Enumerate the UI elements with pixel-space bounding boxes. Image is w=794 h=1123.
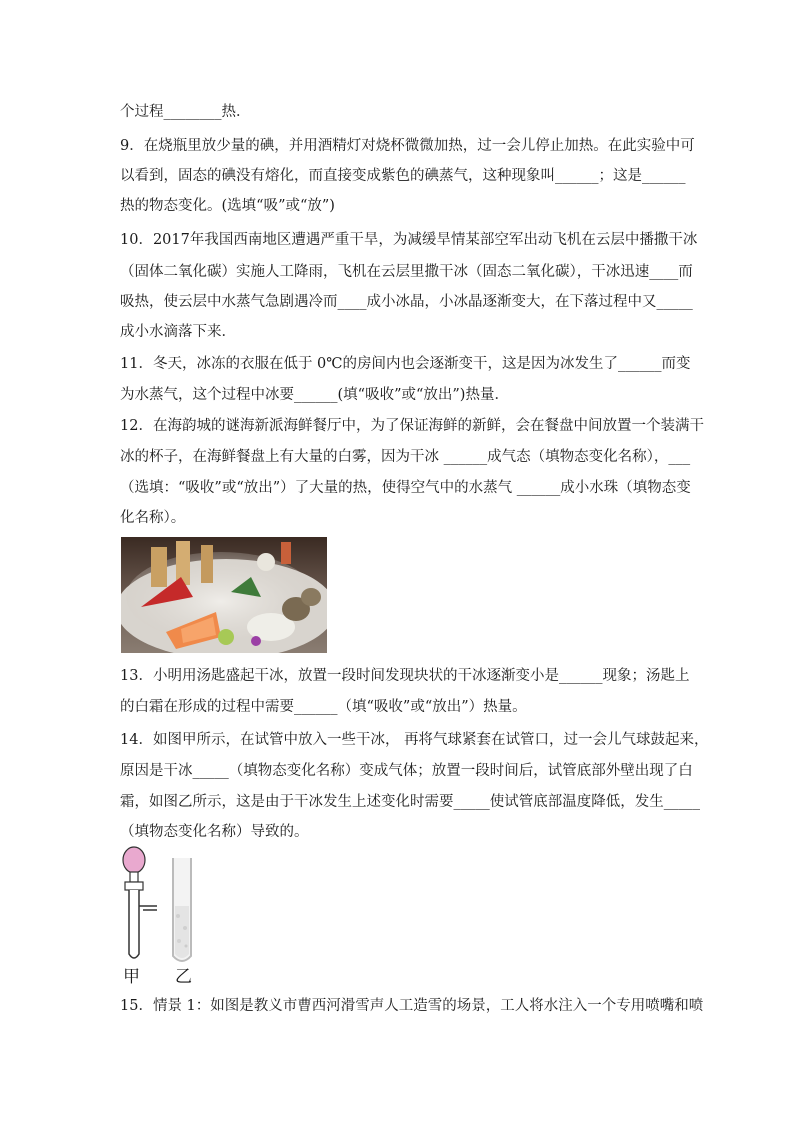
question-14-line-4: （填物态变化名称）导致的。 [120,824,309,840]
question-11-line-1: 11．冬天，冰冻的衣服在低于 0℃的房间内也会逐渐变干，这是因为冰发生了______而变 [120,356,691,372]
question-14-line-2: 原因是干冰_____（填物态变化名称）变成气体；放置一段时间后，试管底部外壁出现了白 [120,763,693,779]
question-10-line-1: 10．2017年我国西南地区遭遇严重干旱，为减缓旱情某部空军出动飞机在云层中播撒干冰 [120,232,698,248]
question-14-line-1: 14．如图甲所示，在试管中放入一些干冰， 再将气球紧套在试管口，过一会儿气球鼓起来， [120,732,709,748]
seafood-dry-ice-photo [121,537,327,653]
question-12-line-1: 12．在海韵城的谜海新派海鲜餐厅中，为了保证海鲜的新鲜，会在餐盘中间放置一个装满干 [120,418,704,434]
question-12-line-2: 冰的杯子，在海鲜餐盘上有大量的白雾，因为干冰 ______成气态（填物态变化名称），___ [120,449,691,465]
question-9-line-1: 9．在烧瓶里放少量的碘，并用酒精灯对烧杯微微加热，过一会儿停止加热。在此实验中可 [120,138,695,154]
question-12-line-4: 化名称）。 [120,510,186,526]
question-14-line-3: 霜，如图乙所示，这是由于干冰发生上述变化时需要_____使试管底部温度降低，发生_____ [120,794,700,810]
question-15-line-1: 15．情景 1：如图是教义市曹西河滑雪声人工造雪的场景，工人将水注入一个专用喷嘴和喷 [120,998,704,1014]
question-12-line-3: （选填：“吸收”或“放出”）了大量的热，使得空气中的水蒸气 ______成小水珠（填物态变 [120,480,691,496]
question-13-line-1: 13．小明用汤匙盛起干冰，放置一段时间发现块状的干冰逐渐变小是______现象；汤匙上 [120,668,690,684]
question-10-line-4: 成小水滴落下来． [120,324,236,340]
question-11-line-2: 为水蒸气，这个过程中冰要______(填“吸收”或“放出”)热量． [120,387,509,403]
figure-caption-jia: 甲 [123,967,140,987]
question-9-line-3: 热的物态变化。(选填“吸”或“放”) [120,198,335,214]
question-9-line-2: 以看到，固态的碘没有熔化，而直接变成紫色的碘蒸气，这种现象叫______；这是______ [120,168,686,184]
text-line-1: 个过程________热． [120,104,251,120]
figure-caption-yi: 乙 [175,967,192,987]
question-10-line-2: （固体二氧化碳）实施人工降雨，飞机在云层里撒干冰（固态二氧化碳），干冰迅速____而 [120,264,693,280]
question-13-line-2: 的白霜在形成的过程中需要______（填“吸收”或“放出”）热量。 [120,699,527,715]
question-10-line-3: 吸热，使云层中水蒸气急剧遇冷而____成小冰晶，小冰晶逐渐变大，在下落过程中又_____ [120,294,693,310]
